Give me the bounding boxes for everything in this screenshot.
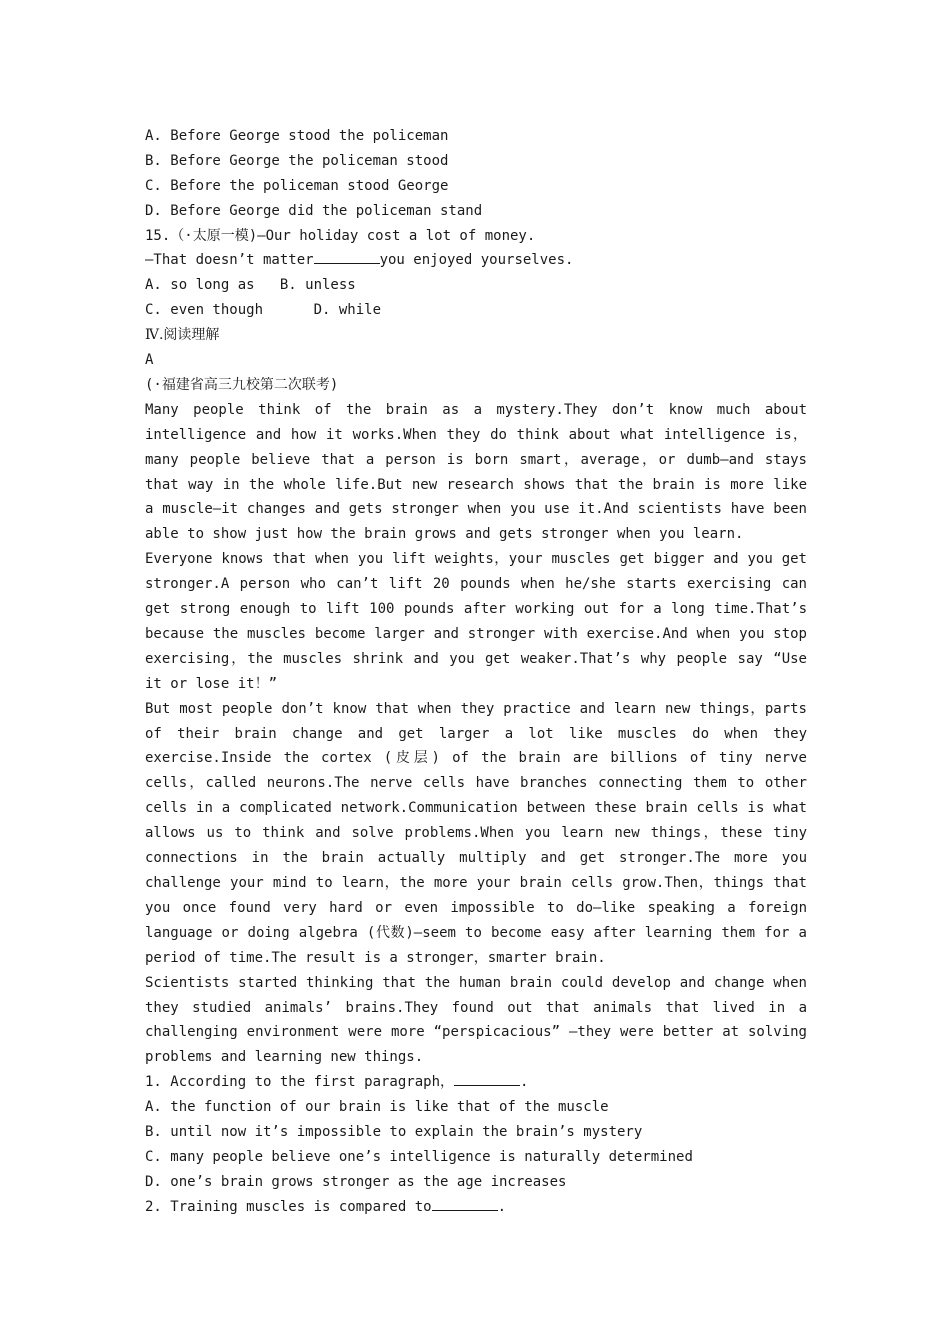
- q2-answer-blank: [432, 1195, 498, 1211]
- q1-answer-blank: [454, 1070, 520, 1086]
- passage-paragraph-4: Scientists started thinking that the human brain could develop and change when they studied animals’ brains.They found out that animals that lived in a challenging environment were more “perspicacious” —they were better at solving problems and learning new things.: [145, 974, 807, 1066]
- document-page: [145, 124, 807, 1220]
- q2-stem: [145, 1195, 807, 1220]
- passage-paragraph-2: Everyone knows that when you lift weights，your muscles get bigger and you get stronger.A person who can’t lift 20 pounds when he/she starts exercising can get strong enough to lift 100 pounds after working out for a long time.That’s because the muscles become larger and stronger with exercise.And when you stop exercising，the muscles shrink and you get weaker.That’s why people say “Use it or lose it！”: [145, 551, 807, 692]
- passage-paragraph-3: But most people don’t know that when they practice and learn new things，parts of their brain change and get larger a lot like muscles do when they exercise.Inside the cortex (皮层) of the brain are billions of tiny nerve cells，called neurons.The nerve cells have branches connecting them to other cells in a complicated network.Communication between these brain cells is what allows us to think and solve problems.When you learn new things，these tiny connections in the brain actually multiply and get stronger.The more you challenge your mind to learn，the more your brain cells grow.Then，things that you once found very hard or even impossible to do—like speaking a foreign language or doing algebra (代数)—seem to become easy after learning them for a period of time.The result is a stronger，smarter brain.: [145, 700, 807, 966]
- passage-source: (·福建省高三九校第二次联考): [145, 376, 339, 393]
- q2-stem-before: 2. Training muscles is compared to: [145, 1198, 432, 1215]
- section-title: Ⅳ.阅读理解: [145, 327, 220, 344]
- q1-stem: [145, 1070, 807, 1095]
- passage-paragraph-1: Many people think of the brain as a mystery.They don’t know much about intelligence and how it works.When they do think about what intelligence is，many people believe that a person is born smart，average，or dumb—and stays that way in the whole life.But new research shows that the brain is more like a muscle—it changes and gets stronger when you use it.And scientists have been able to show just how the brain grows and gets stronger when you learn.: [145, 401, 807, 543]
- q15-line2-after: you enjoyed yourselves.: [379, 252, 574, 269]
- q15-options-row2: C. even though D. while: [145, 302, 382, 319]
- q14-option-c: C. Before the policeman stood George: [145, 177, 449, 194]
- q2-stem-after: .: [497, 1198, 507, 1215]
- q15-line2: [145, 248, 807, 273]
- q14-option-b: B. Before George the policeman stood: [145, 152, 449, 169]
- q1-stem-after: .: [520, 1074, 529, 1091]
- passage-label: A: [145, 352, 154, 369]
- q14-option-a: A. Before George stood the policeman: [145, 128, 449, 144]
- q1-option-c: C. many people believe one’s intelligence is naturally determined: [145, 1148, 693, 1165]
- q15-options-row1: A. so long as B. unless: [145, 277, 356, 294]
- q14-option-d: D. Before George did the policeman stand: [145, 202, 483, 219]
- q1-stem-before: 1. According to the first paragraph，: [145, 1074, 455, 1091]
- q15-line2-before: —That doesn’t matter: [145, 252, 314, 269]
- q1-option-a: A. the function of our brain is like that of the muscle: [145, 1099, 609, 1116]
- q15-stem: 15.（·太原一模)—Our holiday cost a lot of money.: [145, 227, 536, 244]
- q15-answer-blank: [314, 248, 380, 264]
- q1-option-b: B. until now it’s impossible to explain the brain’s mystery: [145, 1124, 643, 1141]
- q1-option-d: D. one’s brain grows stronger as the age increases: [145, 1173, 567, 1190]
